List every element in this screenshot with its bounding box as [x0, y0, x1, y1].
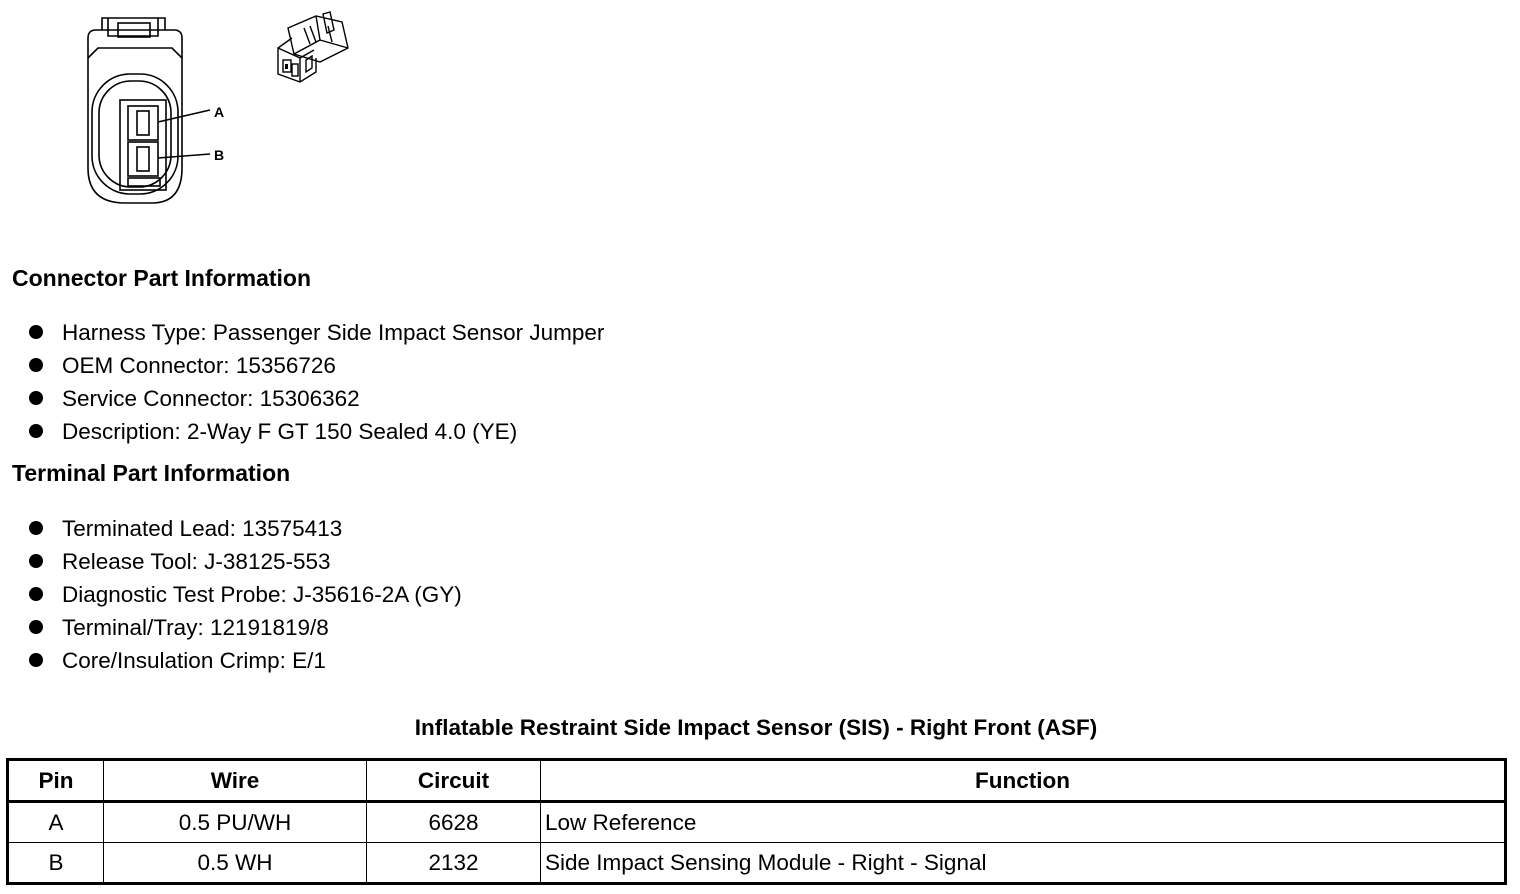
- bullet-icon: [29, 391, 43, 405]
- table-header-row: [8, 760, 1506, 802]
- list-item: [28, 545, 462, 578]
- table-row: [8, 843, 1506, 884]
- terminal-info-heading: Terminal Part Information: [12, 460, 291, 486]
- pin-table-title: Inflatable Restraint Side Impact Sensor (SIS) - Right Front (ASF): [414, 715, 1098, 740]
- list-item-text: Diagnostic Test Probe: J-35616-2A (GY): [62, 582, 462, 607]
- cell-pin: A: [8, 802, 104, 843]
- list-item-text: Release Tool: J-38125-553: [62, 549, 331, 574]
- list-item: [28, 382, 604, 415]
- bullet-icon: [29, 554, 43, 568]
- bullet-icon: [29, 358, 43, 372]
- cell-wire: 0.5 WH: [104, 843, 367, 884]
- bullet-icon: [29, 653, 43, 667]
- cell-circuit: 2132: [367, 843, 541, 884]
- pin-label-a: A: [214, 104, 225, 120]
- list-item-text: Terminated Lead: 13575413: [62, 516, 343, 541]
- pin-label-b: B: [214, 147, 225, 163]
- header-wire: Wire: [104, 760, 367, 802]
- cell-circuit: 6628: [367, 802, 541, 843]
- connector-info-heading: Connector Part Information: [12, 265, 312, 291]
- pin-table: [6, 758, 1507, 885]
- list-item-text: Harness Type: Passenger Side Impact Sensor Jumper: [62, 320, 605, 345]
- bullet-icon: [29, 587, 43, 601]
- list-item: [28, 611, 462, 644]
- connector-face-diagram: [70, 8, 245, 213]
- bullet-icon: [29, 521, 43, 535]
- list-item: [28, 349, 604, 382]
- list-item: [28, 644, 462, 677]
- bullet-icon: [29, 424, 43, 438]
- list-item-text: OEM Connector: 15356726: [62, 353, 336, 378]
- header-pin: Pin: [8, 760, 104, 802]
- table-row: [8, 802, 1506, 843]
- cell-function: Low Reference: [541, 802, 1506, 843]
- header-function: Function: [541, 760, 1506, 802]
- list-item: [28, 415, 604, 448]
- bullet-icon: [29, 620, 43, 634]
- connector-isometric-icon: [268, 8, 363, 93]
- list-item: [28, 316, 604, 349]
- list-item-text: Core/Insulation Crimp: E/1: [62, 648, 326, 673]
- connector-info-list: [28, 316, 604, 448]
- cell-pin: B: [8, 843, 104, 884]
- header-circuit: Circuit: [367, 760, 541, 802]
- list-item: [28, 512, 462, 545]
- terminal-info-list: [28, 512, 462, 677]
- cell-function: Side Impact Sensing Module - Right - Signal: [541, 843, 1506, 884]
- list-item-text: Terminal/Tray: 12191819/8: [62, 615, 329, 640]
- cell-wire: 0.5 PU/WH: [104, 802, 367, 843]
- list-item-text: Description: 2-Way F GT 150 Sealed 4.0 (YE): [62, 419, 518, 444]
- list-item: [28, 578, 462, 611]
- list-item-text: Service Connector: 15306362: [62, 386, 360, 411]
- bullet-icon: [29, 325, 43, 339]
